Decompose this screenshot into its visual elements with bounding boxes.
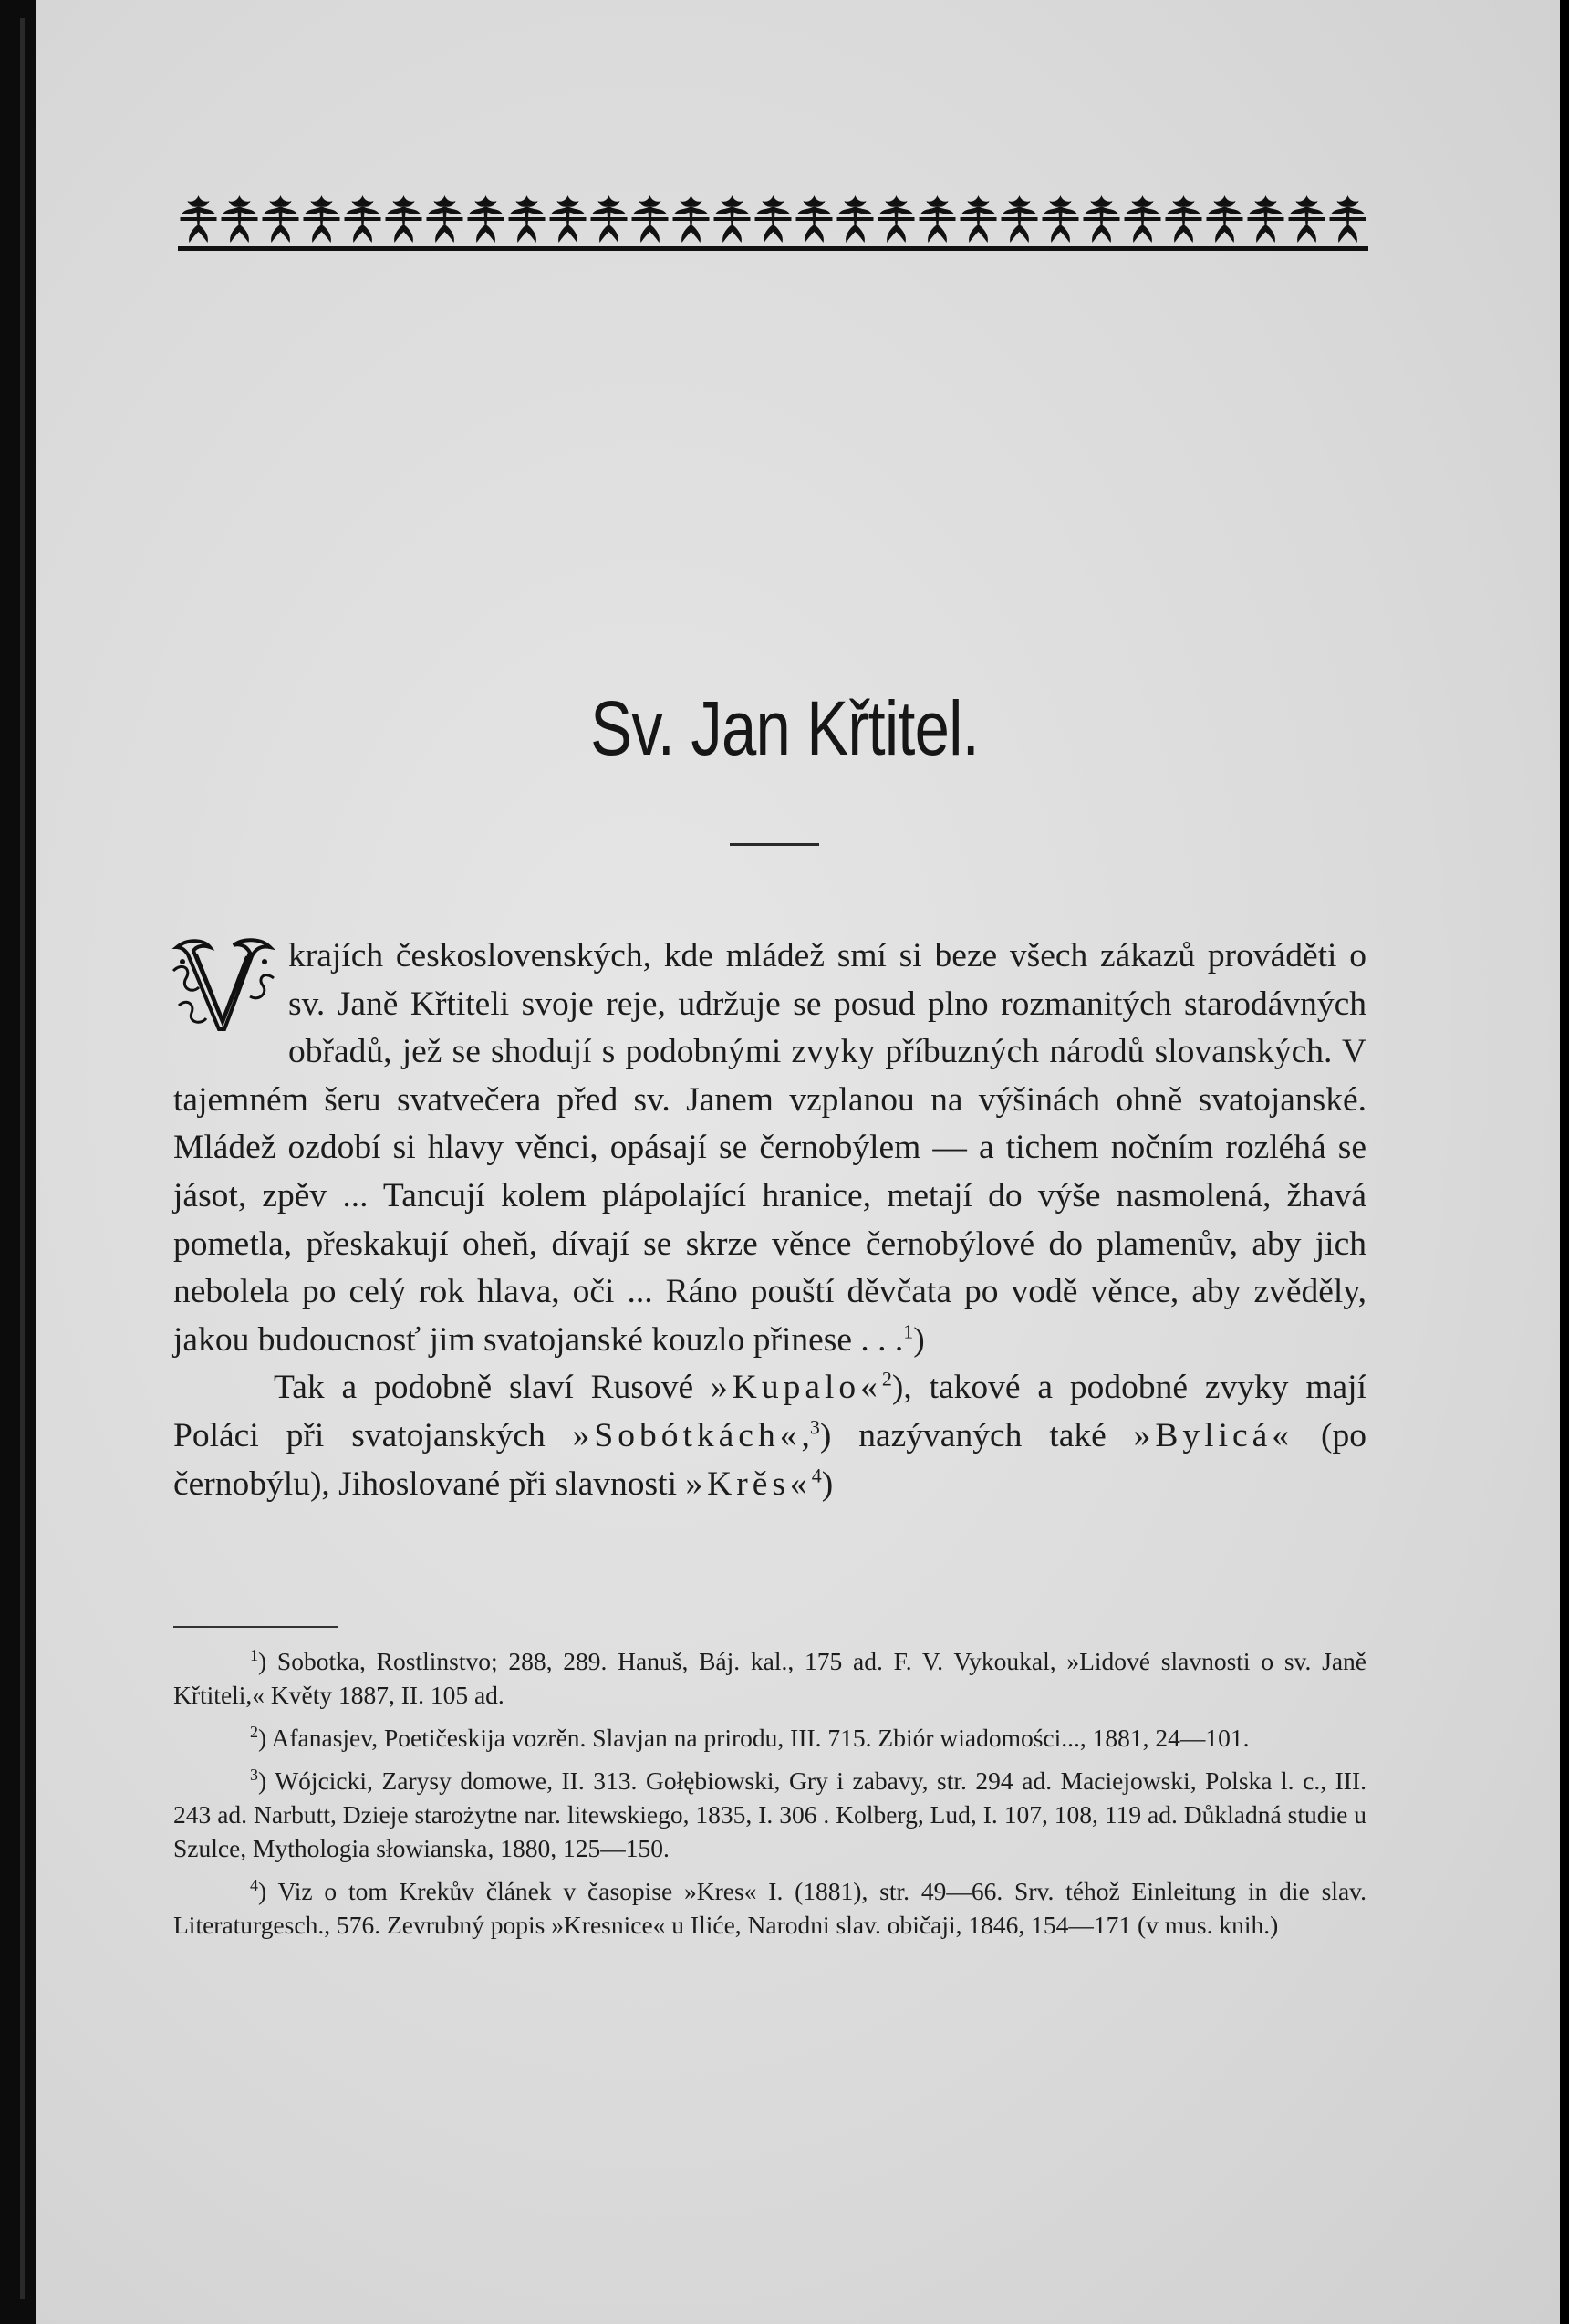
term-bylica: »Bylicá« <box>1133 1416 1294 1454</box>
footnote-1-mark: 1 <box>250 1645 258 1664</box>
footnote-2-mark: 2 <box>250 1722 258 1741</box>
fleuron-icon <box>1166 195 1202 243</box>
p2-part4: (po černobýlu), Jihoslované při slavnosti <box>173 1416 1366 1503</box>
footnote-3-mark: 3 <box>250 1765 258 1784</box>
p2-part1: Tak a podobně slaví Rusové <box>274 1369 711 1407</box>
fleuron-icon <box>632 195 669 243</box>
fleuron-icon <box>304 195 340 243</box>
footnote-4-mark: 4 <box>250 1875 258 1894</box>
fleuron-icon <box>837 195 874 243</box>
paragraph-1: krajích československých, kde mládež smí si beze všech zákazů prováděti o sv. Janě Křtiteli svoje reje, udržuje se posud plno rozmanitých starodávných obřadů, jež se shodují s podobnými zvyky příbuzných národů slovanských. V tajemném šeru svatvečera před sv. Janem vzplanou na výšinách ohně svatojanské. Mládež ozdobí si hlavy věnci, opásají se černobýlem — a tichem nočním rozléhá se jásot, zpěv ... Tancují kolem plápolající hranice, metají do výše nasmolená, žhavá pometla, přeskakují oheň, dívají se skrze věnce černobýlové do plamenův, aby jich nebolela po celý rok hlava, oči ... Ráno pouští děvčata po vodě věnce, aby zvěděly, jakou budoucnosť jim svatojanské kouzlo přinese . . .$^1$) <box>173 933 1366 1364</box>
footnote-4-text: ) Viz o tom Krekův článek v časopise »Kres« I. (1881), str. 49—66. Srv. téhož Einleitung in die slav. Literaturgesch., 576. Zevrubný popis »Kresnice« u Iliće, Narodni slav. običaji, 1846, 154—171 (v mus. knih.) <box>173 1877 1366 1939</box>
fleuron-icon <box>878 195 915 243</box>
fleuron-icon <box>509 195 546 243</box>
header-ornament-band <box>178 182 1368 257</box>
footnote-separator <box>173 1626 338 1628</box>
fleuron-icon <box>550 195 587 243</box>
fleuron-icon <box>181 195 217 243</box>
term-kupalo: »Kupalo« <box>711 1369 882 1407</box>
term-kres: »Krěs« <box>685 1464 812 1503</box>
fleuron-border-icon <box>178 182 1368 257</box>
footnote-ref-3: 3 <box>809 1415 820 1439</box>
fleuron-icon <box>1248 195 1284 243</box>
fleuron-icon <box>222 195 258 243</box>
fleuron-icon <box>591 195 628 243</box>
footnote-2 <box>173 1721 1366 1755</box>
footnotes <box>173 1644 1366 1951</box>
footnote-1-text: ) Sobotka, Rostlinstvo; 288, 289. Hanuš, Báj. kal., 175 ad. F. V. Vykoukal, »Lidové slavnosti o sv. Janě Křtiteli,« Květy 1887, II. 105 ad. <box>173 1647 1366 1709</box>
fleuron-icon <box>1084 195 1120 243</box>
paragraph-1-text: krajích československých, kde mládež smí si beze všech zákazů prováděti o sv. Janě Křtiteli svoje reje, udržuje se posud plno rozmanitých starodávných obřadů, jež se shodují s podobnými zvyky příbuzných národů slovanských. V tajemném šeru svatvečera před sv. Janem vzplanou na výšinách ohně svatojanské. Mládež ozdobí si hlavy věnci, opásají se černobýlem — a tichem nočním rozléhá se jásot, zpěv ... Tancují kolem plápolající hranice, metají do výše nasmolená, žhavá pometla, přeskakují oheň, dívají se skrze věnce černobýlové do plamenův, aby jich nebolela po celý rok hlava, oči ... Ráno pouští děvčata po vodě věnce, aby zvěděly, jakou budoucnosť jim svatojanské kouzlo přinese . . . <box>173 937 1366 1359</box>
p2-part5: ) <box>821 1464 834 1503</box>
p2-part3: ) nazývaných také <box>819 1416 1134 1454</box>
fleuron-icon <box>920 195 956 243</box>
fleuron-icon <box>427 195 463 243</box>
footnote-3-text: ) Wójcicki, Zarysy domowe, II. 313. Gołębiowski, Gry i zabavy, str. 294 ad. Maciejowski, Polska l. c., III. 243 ad. Narbutt, Dzieje starożytne nar. litewskiego, 1835, I. 306 . Kolberg, Lud, I. 107, 108, 119 ad. Důkladná studie u Szulce, Mythologia słowianska, 1880, 125—150. <box>173 1766 1366 1862</box>
fleuron-icon <box>263 195 299 243</box>
scan-left-edge <box>0 0 36 2324</box>
footnote-ref-2: 2 <box>881 1367 892 1391</box>
fleuron-icon <box>673 195 710 243</box>
footnote-2-text: ) Afanasjev, Poetičeskija vozrěn. Slavjan na prirodu, III. 715. Zbiór wiadomości..., 1881, 24—101. <box>258 1724 1250 1752</box>
footnote-3 <box>173 1764 1366 1865</box>
fleuron-icon <box>796 195 833 243</box>
fleuron-icon <box>1289 195 1325 243</box>
fleuron-icon <box>1043 195 1079 243</box>
dropcap-v <box>170 934 277 1037</box>
page-title: Sv. Jan Křtitel. <box>590 685 979 771</box>
fleuron-icon <box>961 195 997 243</box>
p2-part2b: , <box>801 1416 810 1454</box>
fleuron-icon <box>468 195 504 243</box>
fleuron-icon <box>386 195 422 243</box>
fleuron-icon <box>1330 195 1366 243</box>
fleuron-icon <box>1125 195 1161 243</box>
footnote-4 <box>173 1874 1366 1942</box>
footnote-ref-4: 4 <box>811 1464 822 1487</box>
fleuron-icon <box>345 195 381 243</box>
fleuron-icon <box>714 195 751 243</box>
footnote-1 <box>173 1644 1366 1712</box>
title-rule <box>730 843 819 846</box>
paragraph-2 <box>173 1364 1366 1508</box>
footnote-ref-1: 1 <box>903 1319 914 1343</box>
p2-part2: ), takové a podobné zvyky mají Poláci při svatojanských <box>173 1369 1367 1454</box>
fleuron-icon <box>1002 195 1038 243</box>
main-text <box>173 933 1366 1508</box>
term-sobotkach: »Sobótkách« <box>572 1416 802 1454</box>
book-spine-shadow <box>20 18 25 2299</box>
fleuron-icon <box>1207 195 1243 243</box>
fleuron-icon <box>755 195 792 243</box>
ornamental-dropcap-icon <box>170 934 277 1037</box>
